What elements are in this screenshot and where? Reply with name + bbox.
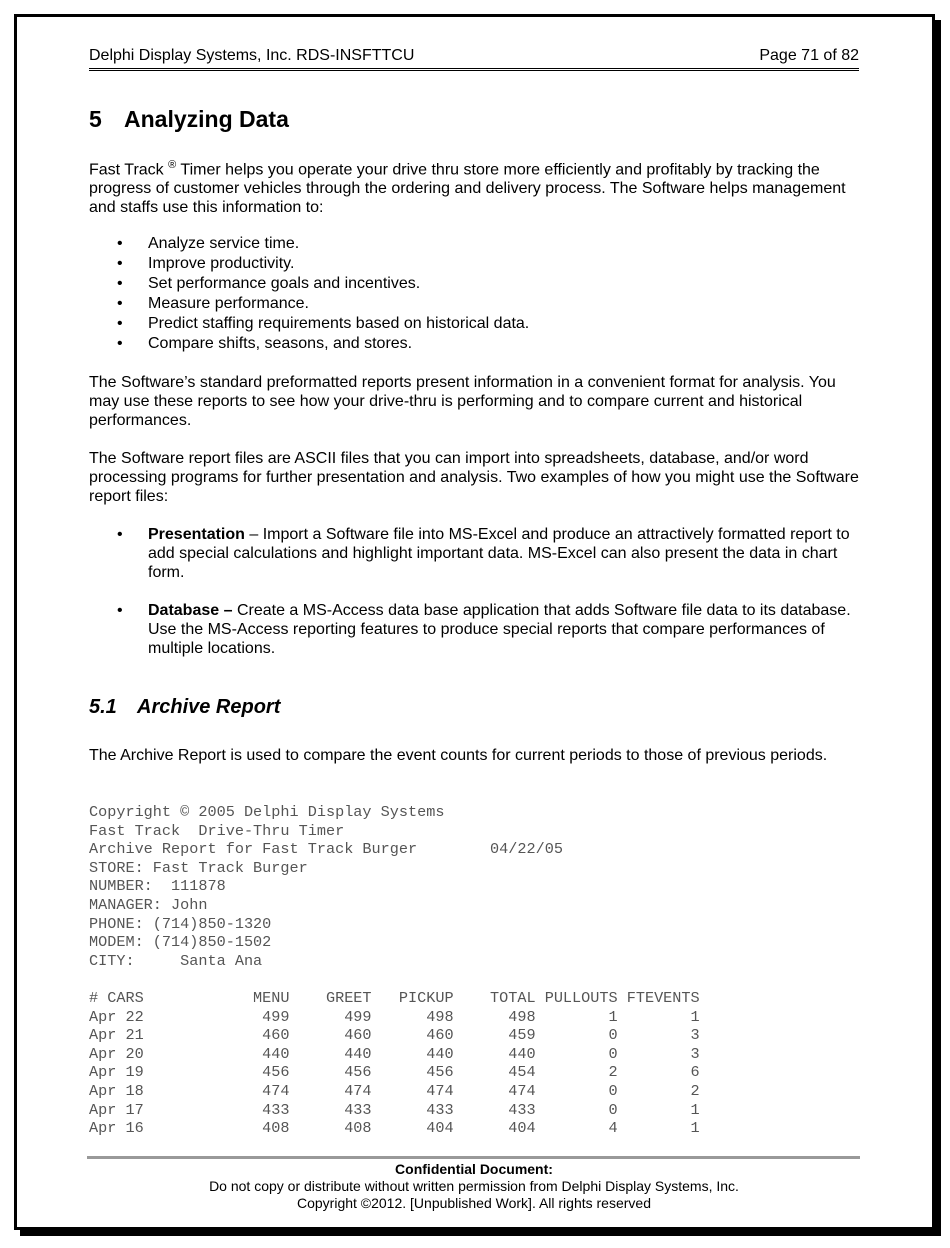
examples-list (89, 525, 864, 677)
list-item: • Compare shifts, seasons, and stores. (89, 334, 529, 354)
report-line: NUMBER: 111878 (89, 877, 226, 896)
page-footer (89, 1161, 859, 1212)
list-item: • Improve productivity. (89, 254, 529, 274)
subsection-number: 5.1 (89, 696, 117, 718)
section-heading (89, 106, 289, 133)
report-line: Copyright © 2005 Delphi Display Systems (89, 803, 445, 821)
section-title: Analyzing Data (124, 106, 289, 132)
report-row: Apr 18 474 474 474 474 0 2 (89, 1081, 700, 1100)
archive-report-listing (89, 803, 700, 1138)
report-row: Apr 21 460 460 460 459 0 3 (89, 1026, 700, 1045)
footer-divider (87, 1156, 860, 1159)
intro-paragraph (89, 156, 864, 217)
report-line: MANAGER: John (89, 895, 208, 914)
subsection-heading (89, 696, 280, 719)
intro-text: Timer helps you operate your drive thru store more efficiently and profitably by tracking the progress of customer vehicles through the ordering and delivery process. The Software helps management and staffs use this information to: (89, 161, 846, 217)
list-item (89, 601, 864, 658)
report-row: Apr 16 408 408 404 404 4 1 (89, 1119, 700, 1138)
page-header (89, 46, 859, 71)
list-item (89, 525, 864, 582)
footer-copyright: Copyright ©2012. [Unpublished Work]. All rights reserved (296, 1195, 651, 1211)
report-row: Apr 22 499 499 498 498 1 1 (89, 1007, 700, 1026)
archive-paragraph: The Archive Report is used to compare the event counts for current periods to those of previous periods. (89, 747, 828, 764)
report-line: CITY: Santa Ana (89, 951, 263, 970)
report-row: Apr 20 440 440 440 440 0 3 (89, 1044, 700, 1063)
footer-notice: Do not copy or distribute without written permission from Delphi Display Systems, Inc. (209, 1178, 739, 1194)
list-item: • Measure performance. (89, 294, 529, 314)
uses-list (89, 234, 529, 354)
report-line: MODEM: (714)850-1502 (89, 933, 272, 952)
subsection-title: Archive Report (137, 696, 281, 718)
product-name: Fast Track (89, 161, 164, 179)
report-line: STORE: Fast Track Burger (89, 858, 308, 877)
example-term: Presentation (148, 526, 245, 543)
report-line: PHONE: (714)850-1320 (89, 914, 272, 933)
list-item: • Set performance goals and incentives. (89, 274, 529, 294)
header-page-number: Page 71 of 82 (759, 47, 859, 64)
reports-paragraph: The Software’s standard preformatted reports present information in a convenient format for analysis. You may use these reports to see how your drive-thru is performing and to compare current and historical performances. (89, 374, 836, 429)
report-header-row: # CARS MENU GREET PICKUP TOTAL PULLOUTS FTEVENTS (89, 988, 700, 1007)
section-number: 5 (89, 106, 102, 132)
ascii-paragraph: The Software report files are ASCII files that you can import into spreadsheets, database, and/or word processing programs for further presentation and analysis. Two examples of how you might use the Software report files: (89, 450, 859, 505)
footer-title: Confidential Document: (395, 1161, 553, 1177)
example-description: Create a MS-Access data base application that adds Software file data to its database. Use the MS-Access reporting features to produce special reports that compare performances of multiple locations. (148, 602, 851, 657)
report-row: Apr 19 456 456 456 454 2 6 (89, 1063, 700, 1082)
report-line: Archive Report for Fast Track Burger 04/22/05 (89, 840, 563, 859)
example-description: – Import a Software file into MS-Excel and produce an attractively formatted report to add special calculations and highlight important data. MS-Excel can also present the data in chart form. (148, 526, 850, 581)
list-item: • Predict staffing requirements based on historical data. (89, 314, 529, 334)
header-company: Delphi Display Systems, Inc. RDS-INSFTTCU (89, 47, 415, 64)
list-item: • Analyze service time. (89, 234, 529, 254)
example-term: Database – (148, 602, 233, 619)
report-row: Apr 17 433 433 433 433 0 1 (89, 1100, 700, 1119)
registered-mark: ® (168, 159, 177, 171)
report-line: Fast Track Drive-Thru Timer (89, 821, 345, 840)
